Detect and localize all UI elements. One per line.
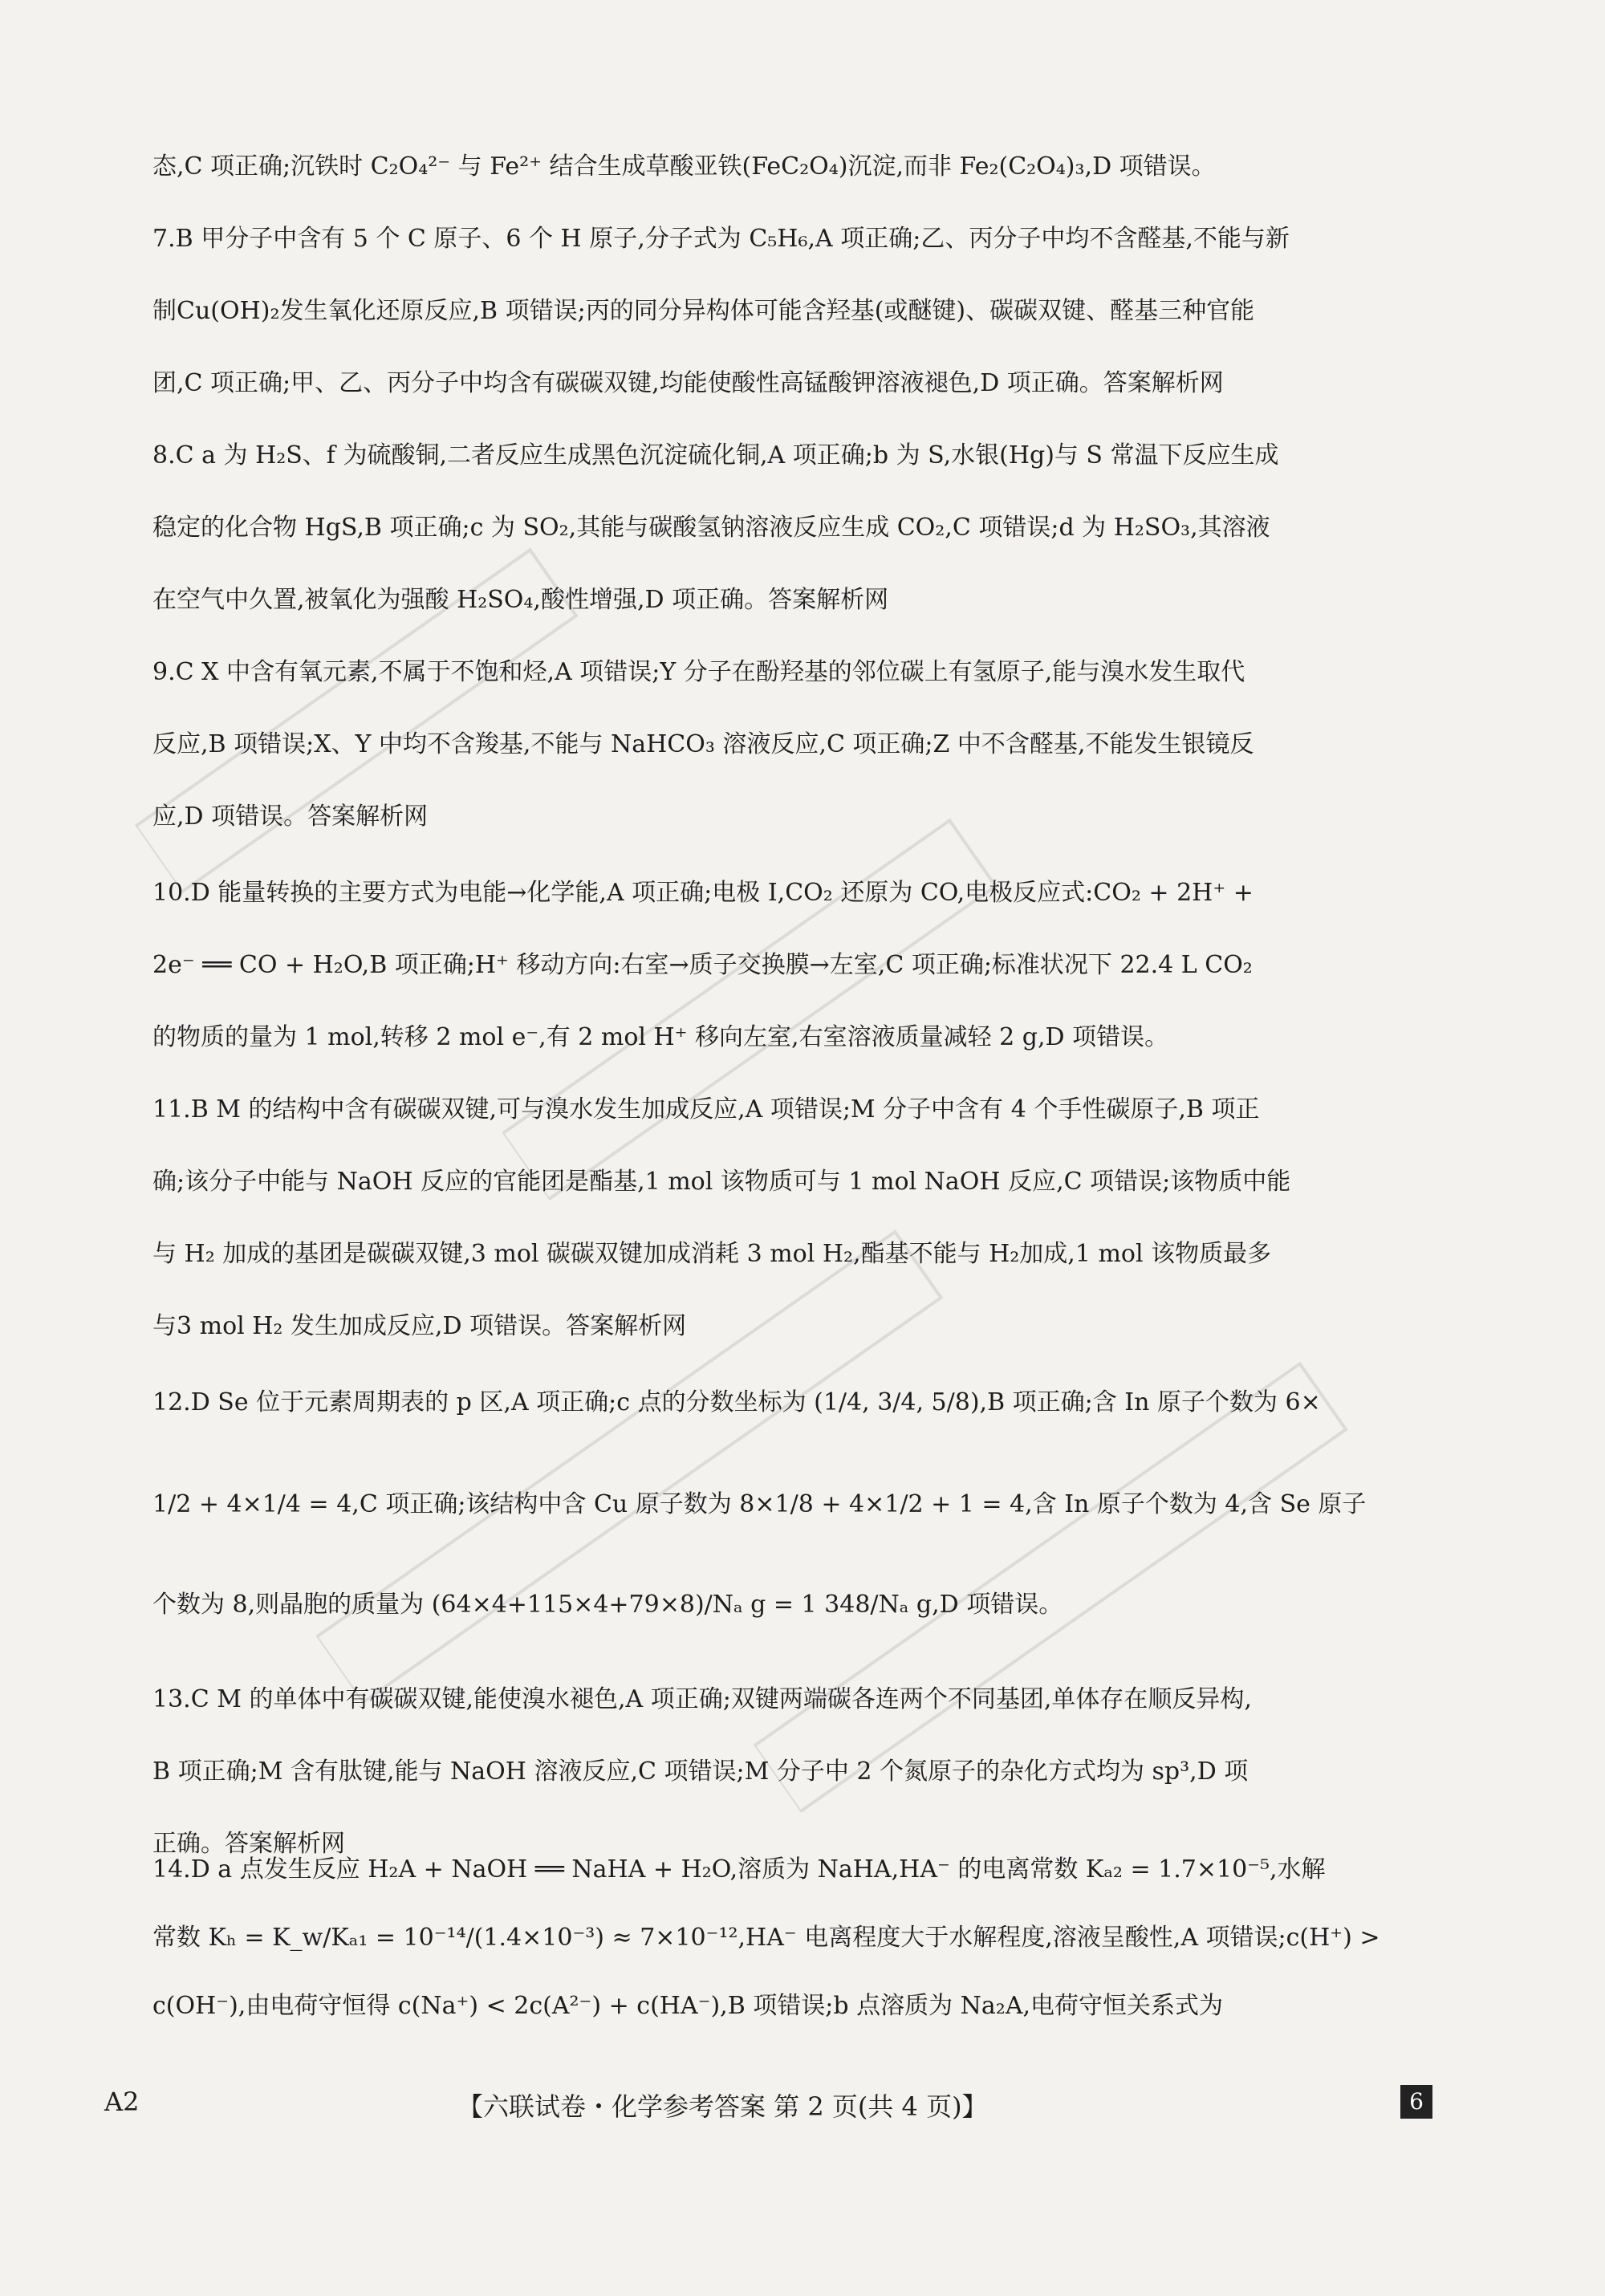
text-line: 确;该分子中能与 NaOH 反应的官能团是酯基,1 mol 该物质可与 1 mol NaOH 反应,C 项错误;该物质中能 (152, 1168, 1291, 1196)
page-footer-title: 【六联试卷・化学参考答案 第 2 页(共 4 页)】 (457, 2091, 988, 2122)
text-line: c(OH⁻),由电荷守恒得 c(Na⁺) < 2c(A²⁻) + c(HA⁻),B 项错误;b 点溶质为 Na₂A,电荷守恒关系式为 (152, 1992, 1224, 2020)
text-line: 8.C a 为 H₂S、f 为硫酸铜,二者反应生成黑色沉淀硫化铜,A 项正确;b 为 S,水银(Hg)与 S 常温下反应生成 (152, 441, 1279, 469)
watermark-graphic (307, 1209, 977, 1735)
text-line: 11.B M 的结构中含有碳碳双键,可与溴水发生加成反应,A 项错误;M 分子中含有 4 个手性碳原子,B 项正 (152, 1095, 1260, 1124)
text-line: 应,D 项错误。答案解析网 (152, 803, 429, 831)
text-line: 2e⁻ ══ CO + H₂O,B 项正确;H⁺ 移动方向:右室→质子交换膜→左室,C 项正确;标准状况下 22.4 L CO₂ (152, 951, 1253, 979)
text-line: 12.D Se 位于元素周期表的 p 区,A 项正确;c 点的分数坐标为 (1/4, 3/4, 5/8),B 项正确;含 In 原子个数为 6× (152, 1388, 1321, 1416)
text-line: B 项正确;M 含有肽键,能与 NaOH 溶液反应,C 项错误;M 分子中 2 个氮原子的杂化方式均为 sp³,D 项 (152, 1758, 1249, 1786)
text-line: 稳定的化合物 HgS,B 项正确;c 为 SO₂,其能与碳酸氢钠溶液反应生成 CO₂,C 项错误;d 为 H₂SO₃,其溶液 (152, 514, 1270, 542)
text-line: 9.C X 中含有氧元素,不属于不饱和烃,A 项错误;Y 分子在酚羟基的邻位碳上有氢原子,能与溴水发生取代 (152, 658, 1245, 686)
text-line: 的物质的量为 1 mol,转移 2 mol e⁻,有 2 mol H⁺ 移向左室,右室溶液质量减轻 2 g,D 项错误。 (152, 1023, 1169, 1051)
text-line: 14.D a 点发生反应 H₂A + NaOH ══ NaHA + H₂O,溶质为 NaHA,HA⁻ 的电离常数 Kₐ₂ = 1.7×10⁻⁵,水解 (152, 1855, 1326, 1884)
text-line: 7.B 甲分子中含有 5 个 C 原子、6 个 H 原子,分子式为 C₅H₆,A 项正确;乙、丙分子中均不含醛基,不能与新 (152, 225, 1290, 253)
text-line: 10.D 能量转换的主要方式为电能→化学能,A 项正确;电极 Ⅰ,CO₂ 还原为 CO,电极反应式:CO₂ + 2H⁺ + (152, 879, 1254, 907)
text-line: 常数 Kₕ = K_w/Kₐ₁ = 10⁻¹⁴/(1.4×10⁻³) ≈ 7×10⁻¹²,HA⁻ 电离程度大于水解程度,溶液呈酸性,A 项错误;c(H⁺) > (152, 1924, 1380, 1952)
text-line: 在空气中久置,被氧化为强酸 H₂SO₄,酸性增强,D 项正确。答案解析网 (152, 586, 889, 614)
text-line: 制Cu(OH)₂发生氧化还原反应,B 项错误;丙的同分异构体可能含羟基(或醚键)、碳碳双键、醛基三种官能 (152, 297, 1255, 325)
page-code: A2 (104, 2087, 140, 2117)
text-line: 团,C 项正确;甲、乙、丙分子中均含有碳碳双键,均能使酸性高锰酸钾溶液褪色,D 项正确。答案解析网 (152, 369, 1224, 397)
text-line: 态,C 项正确;沉铁时 C₂O₄²⁻ 与 Fe²⁺ 结合生成草酸亚铁(FeC₂O₄)沉淀,而非 Fe₂(C₂O₄)₃,D 项错误。 (152, 152, 1216, 181)
text-line: 与3 mol H₂ 发生加成反应,D 项错误。答案解析网 (152, 1312, 687, 1340)
text-line: 正确。答案解析网 (152, 1830, 345, 1858)
text-line: 与 H₂ 加成的基团是碳碳双键,3 mol 碳碳双键加成消耗 3 mol H₂,酯基不能与 H₂加成,1 mol 该物质最多 (152, 1240, 1272, 1268)
text-line: 13.C M 的单体中有碳碳双键,能使溴水褪色,A 项正确;双键两端碳各连两个不同基团,单体存在顺反异构, (152, 1685, 1252, 1713)
page-badge: 6 (1400, 2085, 1432, 2119)
text-line: 1/2 + 4×1/4 = 4,C 项正确;该结构中含 Cu 原子数为 8×1/8 + 4×1/2 + 1 = 4,含 In 原子个数为 4,含 Se 原子 (152, 1490, 1367, 1518)
text-line: 反应,B 项错误;X、Y 中均不含羧基,不能与 NaHCO₃ 溶液反应,C 项正确;Z 中不含醛基,不能发生银镜反 (152, 730, 1254, 758)
text-line: 个数为 8,则晶胞的质量为 (64×4+115×4+79×8)/Nₐ g = 1 348/Nₐ g,D 项错误。 (152, 1591, 1063, 1619)
